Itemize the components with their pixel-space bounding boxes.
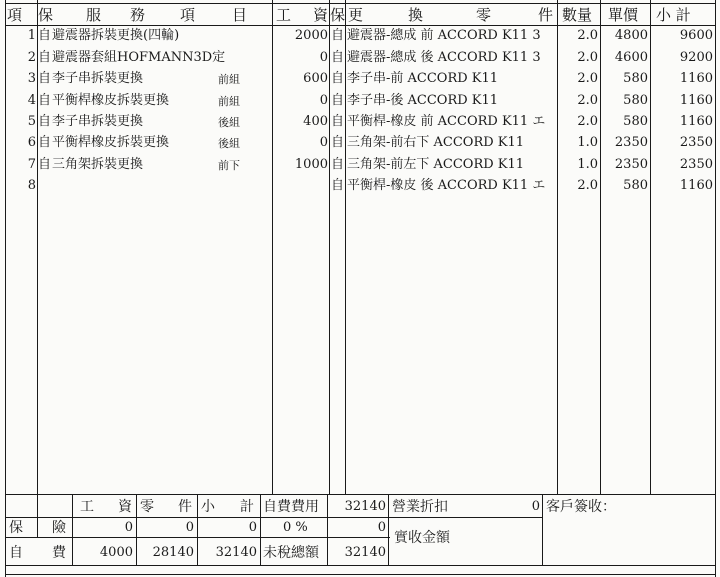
- header-no: 項: [7, 6, 23, 24]
- pretax-value: 32140: [344, 545, 386, 560]
- row-insurance-2: 自: [331, 93, 345, 108]
- row-no: 1: [27, 28, 36, 43]
- row-labor: 1000: [294, 157, 328, 172]
- grid-line: [5, 517, 542, 518]
- row-labor: 2000: [294, 28, 328, 43]
- row-insurance-2: 自: [331, 157, 345, 172]
- row-service: 平衡桿橡皮拆裝更換: [52, 93, 170, 108]
- received-label: 實收金額: [394, 530, 450, 546]
- row-part: 平衡桿-橡皮 後 ACCORD K11 エ: [347, 178, 546, 193]
- grid-line: [260, 494, 261, 565]
- row-labor: 0: [319, 93, 328, 108]
- insurance-labor: 0: [124, 520, 133, 535]
- row-insurance: 自: [38, 50, 52, 65]
- row-subtotal: 1160: [679, 71, 713, 86]
- row-qty: 1.0: [577, 157, 598, 172]
- row-service: 李子串拆裝更換: [52, 71, 144, 86]
- grid-line: [715, 0, 716, 577]
- insurance-label-1: 保: [9, 520, 23, 536]
- row-service: 平衡桿橡皮拆裝更換: [52, 135, 170, 150]
- row-no: 3: [27, 71, 36, 86]
- row-unit-price: 580: [623, 114, 648, 129]
- header-service-2: 務: [130, 6, 146, 24]
- row-qty: 1.0: [577, 135, 598, 150]
- row-qty: 2.0: [577, 114, 598, 129]
- header-labor-2: 資: [313, 6, 329, 24]
- row-position: 前組: [218, 73, 240, 86]
- self-pay-value: 32140: [344, 499, 386, 514]
- row-position: 前組: [218, 95, 240, 108]
- row-unit-price: 2350: [614, 135, 648, 150]
- row-part: 李子串-前 ACCORD K11: [347, 71, 499, 86]
- row-unit-price: 2350: [614, 157, 648, 172]
- row-part: 三角架-前右下 ACCORD K11: [347, 135, 525, 150]
- row-qty: 2.0: [577, 28, 598, 43]
- insurance-parts: 0: [185, 520, 194, 535]
- percent-amount: 0: [377, 520, 386, 535]
- row-subtotal: 9600: [679, 28, 713, 43]
- header-service-1: 服: [86, 6, 102, 24]
- row-insurance: 自: [38, 135, 52, 150]
- row-labor: 0: [319, 135, 328, 150]
- header-subtotal: 小 計: [656, 6, 691, 24]
- discount-value: 0: [531, 499, 540, 514]
- row-insurance: 自: [38, 71, 52, 86]
- header-insurance-2: 保: [330, 6, 346, 24]
- self-subtotal: 32140: [215, 545, 257, 560]
- row-position: 後組: [218, 137, 240, 150]
- row-unit-price: 4800: [614, 28, 648, 43]
- summary-header-sub-2: 計: [240, 499, 254, 515]
- self-parts: 28140: [152, 545, 194, 560]
- summary-header-labor-2: 資: [118, 499, 132, 515]
- row-no: 4: [27, 93, 36, 108]
- header-parts-4: 件: [538, 6, 554, 24]
- row-labor: 600: [303, 71, 328, 86]
- header-service-4: 目: [232, 6, 248, 24]
- row-no: 8: [27, 178, 36, 193]
- grid-line: [5, 565, 716, 566]
- row-subtotal: 1160: [679, 178, 713, 193]
- summary-header-parts-1: 零: [140, 499, 154, 515]
- row-position: 後組: [218, 116, 240, 129]
- row-unit-price: 4600: [614, 50, 648, 65]
- row-part: 平衡桿-橡皮 前 ACCORD K11 エ: [347, 114, 546, 129]
- row-part: 避震器-總成 後 ACCORD K11 3: [347, 50, 541, 65]
- self-pay-label: 自費費用: [263, 499, 319, 515]
- row-subtotal: 1160: [679, 114, 713, 129]
- row-service: 避震器套組HOFMANN3D定: [52, 50, 226, 65]
- row-qty: 2.0: [577, 93, 598, 108]
- row-qty: 2.0: [577, 50, 598, 65]
- self-label-1: 自: [9, 545, 23, 561]
- summary-header-labor-1: 工: [80, 499, 94, 515]
- row-part: 避震器-總成 前 ACCORD K11 3: [347, 28, 541, 43]
- summary-header-sub-1: 小: [201, 499, 215, 515]
- header-parts-3: 零: [476, 6, 492, 24]
- row-insurance-2: 自: [331, 50, 345, 65]
- row-subtotal: 9200: [679, 50, 713, 65]
- header-service-3: 項: [180, 6, 196, 24]
- row-insurance-2: 自: [331, 135, 345, 150]
- self-labor: 4000: [99, 545, 133, 560]
- header-parts-2: 換: [408, 6, 424, 24]
- grid-line: [5, 574, 716, 575]
- self-label-2: 費: [52, 545, 66, 561]
- percent-value: 0 %: [283, 520, 308, 535]
- grid-line: [5, 0, 6, 577]
- grid-line: [542, 494, 543, 565]
- row-service: 李子串拆裝更換: [52, 114, 144, 129]
- row-part: 三角架-前左下 ACCORD K11: [347, 157, 525, 172]
- grid-line: [388, 494, 389, 565]
- row-labor: 0: [319, 50, 328, 65]
- row-qty: 2.0: [577, 71, 598, 86]
- row-insurance-2: 自: [331, 178, 345, 193]
- grid-line: [5, 494, 716, 495]
- row-no: 6: [27, 135, 36, 150]
- header-qty: 數量: [562, 6, 593, 24]
- row-labor: 400: [303, 114, 328, 129]
- grid-line: [272, 0, 273, 494]
- row-no: 2: [27, 50, 36, 65]
- row-unit-price: 580: [623, 71, 648, 86]
- row-unit-price: 580: [623, 178, 648, 193]
- grid-line: [345, 0, 346, 494]
- row-service: 避震器拆裝更換(四輪): [52, 28, 180, 43]
- grid-line: [5, 25, 716, 26]
- row-subtotal: 2350: [679, 157, 713, 172]
- header-insurance: 保: [38, 6, 54, 24]
- header-parts-1: 更: [348, 6, 364, 24]
- row-insurance-2: 自: [331, 114, 345, 129]
- row-service: 三角架拆裝更換: [52, 157, 144, 172]
- row-insurance: 自: [38, 93, 52, 108]
- grid-line: [329, 0, 330, 494]
- row-insurance-2: 自: [331, 28, 345, 43]
- row-insurance-2: 自: [331, 71, 345, 86]
- row-insurance: 自: [38, 157, 52, 172]
- row-subtotal: 2350: [679, 135, 713, 150]
- header-labor-1: 工: [276, 6, 292, 24]
- row-no: 5: [27, 114, 36, 129]
- insurance-subtotal: 0: [248, 520, 257, 535]
- row-part: 李子串-後 ACCORD K11: [347, 93, 499, 108]
- summary-header-parts-2: 件: [178, 499, 192, 515]
- row-no: 7: [27, 157, 36, 172]
- insurance-label-2: 險: [52, 520, 66, 536]
- row-qty: 2.0: [577, 178, 598, 193]
- discount-label: 營業折扣: [392, 499, 448, 515]
- pretax-label: 未稅總額: [263, 545, 319, 561]
- row-subtotal: 1160: [679, 93, 713, 108]
- row-insurance: 自: [38, 28, 52, 43]
- row-insurance: 自: [38, 114, 52, 129]
- row-unit-price: 580: [623, 93, 648, 108]
- signature-label: 客戶簽收：: [546, 499, 616, 515]
- row-position: 前下: [218, 159, 240, 172]
- header-unit-price: 單價: [608, 6, 639, 24]
